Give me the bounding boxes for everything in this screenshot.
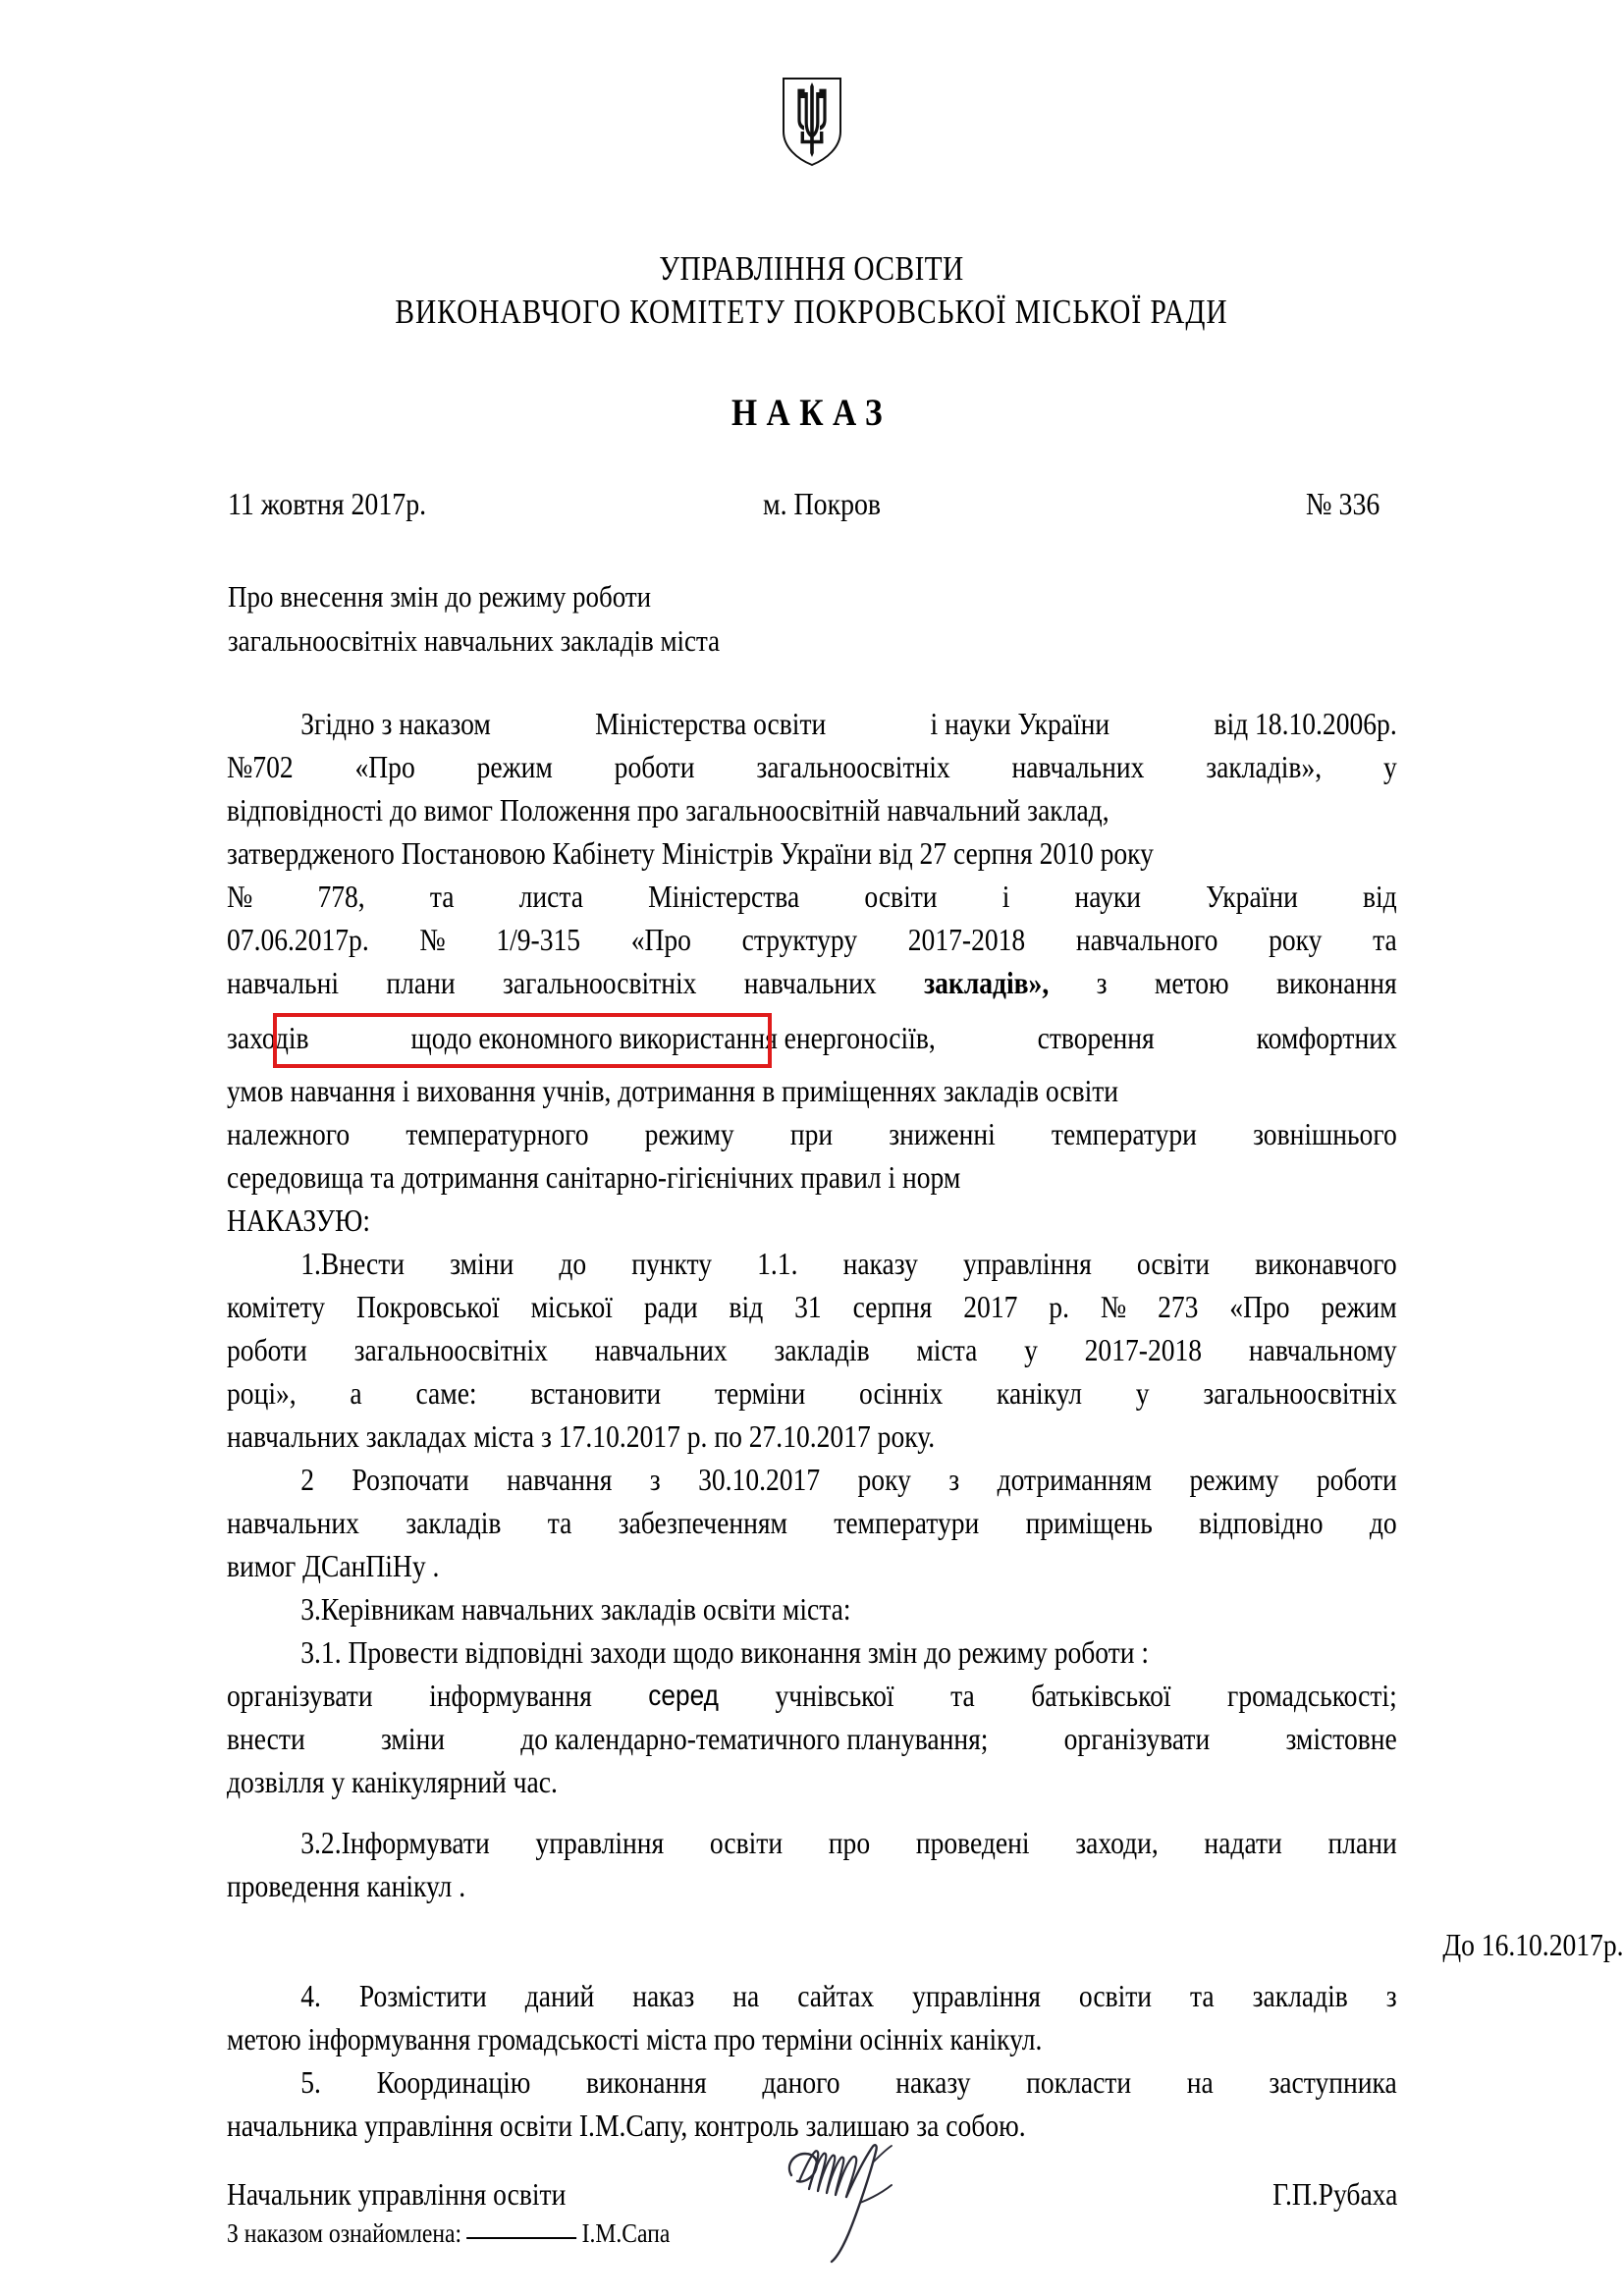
- body-line: 2 Розпочати навчання з 30.10.2017 року з дотриманням режиму роботи: [300, 1463, 1397, 1497]
- body-line: комітету Покровської міської ради від 31 серпня 2017 р. № 273 «Про режим: [227, 1290, 1397, 1324]
- ukrainian-trident-icon: [782, 77, 842, 167]
- deadline-note: До 16.10.2017р.: [1441, 1928, 1623, 1962]
- body-line: навчальні плани загальноосвітніх навчальних закладів», з метою виконання: [227, 966, 1397, 1000]
- handwritten-signature: [776, 2132, 952, 2268]
- document-subject: [228, 574, 1111, 663]
- body-line: відповідності до вимог Положення про загальноосвітній навчальний заклад,: [227, 793, 1109, 828]
- signatory-role: Начальник управління освіти: [227, 2177, 567, 2212]
- body-line: 1.Внести зміни до пункту 1.1. наказу управління освіти виконавчого: [300, 1247, 1397, 1281]
- body-line: році», а саме: встановити терміни осінніх канікул у загальноосвітніх: [227, 1376, 1397, 1411]
- body-line: умов навчання і виховання учнів, дотримання в приміщеннях закладів освіти: [227, 1074, 1119, 1108]
- subject-line-2: загальноосвітніх навчальних закладів міста: [228, 623, 721, 658]
- body-line: 4. Розмістити даний наказ на сайтах управління освіти та закладів з: [300, 1979, 1397, 2013]
- body-line: метою інформування громадськості міста про терміни осінніх канікул.: [227, 2022, 1043, 2056]
- document-date: 11 жовтня 2017р.: [228, 486, 427, 521]
- highlighted-phrase: щодо економного використання енергоносіїв,: [410, 1021, 936, 1055]
- body-line: 5. Координацію виконання даного наказу покласти на заступника: [300, 2065, 1397, 2100]
- body-line: навчальних закладів та забезпеченням температури приміщень відповідно до: [227, 1506, 1397, 1540]
- signatory-name: Г.П.Рубаха: [1271, 2177, 1397, 2212]
- body-line: дозвілля у канікулярний час.: [227, 1765, 558, 1799]
- body-line: організувати інформування серед учнівської та батьківської громадськості;: [227, 1675, 1397, 1718]
- body-line: роботи загальноосвітніх навчальних закладів міста у 2017-2018 навчальному: [227, 1333, 1397, 1367]
- body-line: начальника управління освіти І.М.Сапу, контроль залишаю за собою.: [227, 2109, 1026, 2143]
- body-line: Згідно з наказом Міністерства освіти і науки України від 18.10.2006р.: [300, 707, 1397, 741]
- body-line: 3.1. Провести відповідні заходи щодо виконання змін до режиму роботи :: [300, 1635, 1150, 1670]
- document-type-title: НАКАЗ: [730, 392, 893, 434]
- document-meta-row: [228, 486, 1406, 527]
- signature-blank-line: [466, 2237, 576, 2239]
- sans-serif-anomaly-word: серед: [648, 1680, 719, 1712]
- body-line: проведення канікул .: [227, 1869, 466, 1903]
- document-number: № 336: [1306, 486, 1380, 521]
- body-line: внести зміни до календарно-тематичного планування; організувати змістовне: [227, 1722, 1397, 1756]
- body-line: навчальних закладах міста з 17.10.2017 р. по 27.10.2017 року.: [227, 1419, 936, 1454]
- body-line: середовища та дотримання санітарно-гігієнічних правил і норм: [227, 1160, 961, 1195]
- body-line: № 778, та листа Міністерства освіти і науки України від: [227, 880, 1397, 914]
- body-line: №702 «Про режим роботи загальноосвітніх навчальних закладів», у: [227, 750, 1397, 784]
- organization-title-line2: ВИКОНАВЧОГО КОМІТЕТУ ПОКРОВСЬКОЇ МІСЬКОЇ РАДИ: [395, 293, 1228, 331]
- document-city: м. Покров: [763, 486, 882, 521]
- emblem-container: [0, 77, 1623, 172]
- body-line: затвердженого Постановою Кабінету Міністрів України від 27 серпня 2010 року: [227, 836, 1154, 871]
- body-line: вимог ДСанПіНу .: [227, 1549, 440, 1583]
- acknowledgement-line: З наказом ознайомлена: І.М.Сапа: [227, 2218, 671, 2248]
- body-line: 3.2.Інформувати управління освіти про проведені заходи, надати плани: [300, 1826, 1397, 1860]
- body-line: 07.06.2017р. № 1/9-315 «Про структуру 2017-2018 навчального року та: [227, 923, 1397, 957]
- order-verb: НАКАЗУЮ:: [227, 1203, 371, 1238]
- body-line-highlighted: заходів щодо економного використання енергоносіїв, створення комфортних: [227, 1017, 1397, 1060]
- body-line: 3.Керівникам навчальних закладів освіти міста:: [300, 1592, 851, 1627]
- body-line: належного температурного режиму при зниженні температури зовнішнього: [227, 1117, 1397, 1151]
- organization-title-line1: УПРАВЛІННЯ ОСВІТИ: [659, 249, 964, 288]
- subject-line-1: Про внесення змін до режиму роботи: [228, 579, 652, 614]
